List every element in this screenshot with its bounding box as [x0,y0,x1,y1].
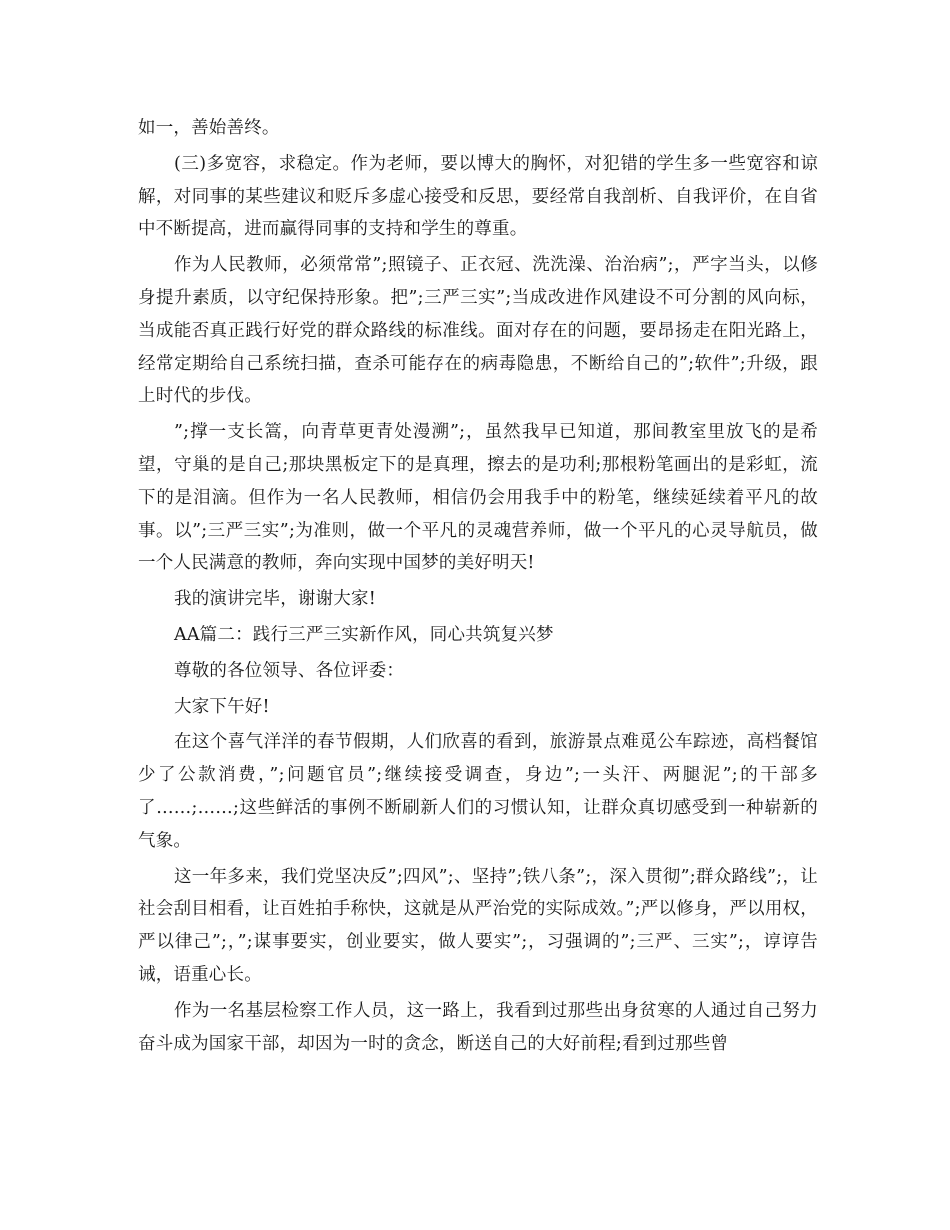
paragraph-11: 作为一名基层检察工作人员，这一路上，我看到过那些出身贫寒的人通过自己努力奋斗成为国家干部，却因为一时的贪念，断送自己的大好前程;看到过那些曾 [138,1000,818,1054]
greeting: 大家下午好! [174,696,270,717]
section-heading: AA篇二：践行三严三实新作风，同心共筑复兴梦 [174,624,554,645]
paragraph-10: 这一年多来，我们党坚决反”;四风”;、坚持”;铁八条”;，深入贯彻”;群众路线”;，让社会刮目相看，让百姓拍手称快，这就是从严治党的实际成效。”;严以修身，严以用权，严以律己”;，”;谋事要实，创业要实，做人要实”;，习强调的”;三严、三实”;，谆谆告诫，语重心长。 [138,866,818,985]
paragraph-3: 作为人民教师，必须常常”;照镜子、正衣冠、洗洗澡、治治病”;，严字当头，以修身提升素质，以守纪保持形象。把”;三严三实”;当成改进作风建设不可分割的风向标，当成能否真正践行好党的群众路线的标准线。面对存在的问题，要昂扬走在阳光路上，经常定期给自己系统扫描，查杀可能存在的病毒隐患，不断给自己的”;软件”;升级，跟上时代的步伐。 [138,255,818,407]
paragraph-4: ”;撑一支长篙，向青草更青处漫溯”;，虽然我早已知道，那间教室里放飞的是希望，守巢的是自己;那块黑板定下的是真理，擦去的是功利;那根粉笔画出的是彩虹，流下的是泪滴。但作为一名人民教师，相信仍会用我手中的粉笔，继续延续着平凡的故事。以”;三严三实”;为准则，做一个平凡的灵魂营养师，做一个平凡的心灵导航员，做一个人民满意的教师，奔向实现中国梦的美好明天! [138,422,818,574]
salutation: 尊敬的各位领导、各位评委： [174,660,405,681]
paragraph-9: 在这个喜气洋洋的春节假期，人们欣喜的看到，旅游景点难觅公车踪迹，高档餐馆少了公款消费，”;问题官员”;继续接受调查，身边”;一头汗、两腿泥”;的干部多了……;……;这些鲜活的事例不断刷新人们的习惯认知，让群众真切感受到一种崭新的气象。 [138,732,818,851]
paragraph-5: 我的演讲完毕，谢谢大家! [174,589,376,610]
paragraph-2: (三)多宽容，求稳定。作为老师，要以博大的胸怀，对犯错的学生多一些宽容和谅解，对同事的某些建议和贬斥多虚心接受和反思，要经常自我剖析、自我评价，在自省中不断提高，进而赢得同事的支持和学生的尊重。 [138,153,818,240]
document-body [138,112,818,1060]
paragraph-1: 如一，善始善终。 [138,118,280,138]
